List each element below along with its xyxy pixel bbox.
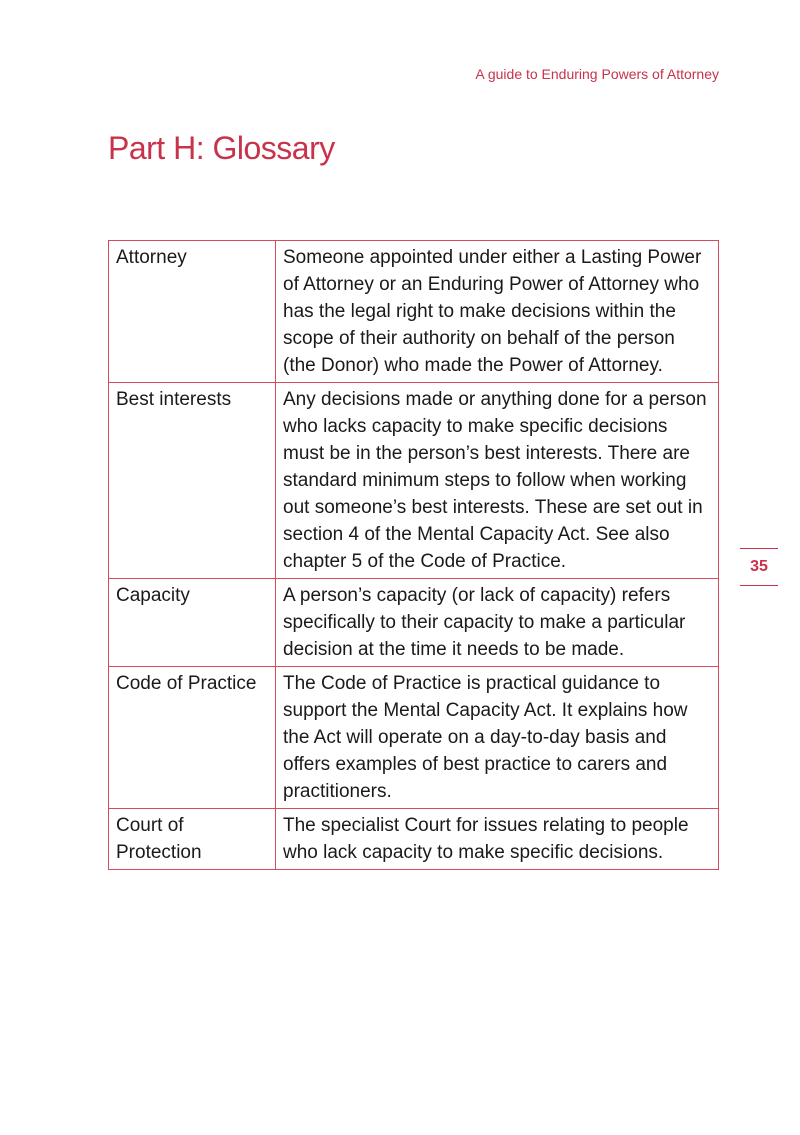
page-number: 35	[750, 558, 768, 575]
glossary-term: Capacity	[109, 579, 276, 667]
glossary-definition: Someone appointed under either a Lasting Power of Attorney or an Enduring Power of Attorney who has the legal right to make decisions within the scope of their authority on behalf of the person (the Donor) who made the Power of Attorney.	[276, 241, 719, 383]
glossary-row	[109, 809, 719, 870]
glossary-row	[109, 241, 719, 383]
page-number-block	[740, 548, 778, 586]
glossary-row	[109, 667, 719, 809]
glossary-definition: The Code of Practice is practical guidance to support the Mental Capacity Act. It explains how the Act will operate on a day-to-day basis and offers examples of best practice to carers and practitioners.	[276, 667, 719, 809]
glossary-term: Code of Practice	[109, 667, 276, 809]
glossary-table	[108, 240, 719, 870]
glossary-row	[109, 579, 719, 667]
page-title: Part H: Glossary	[108, 130, 335, 166]
glossary-term: Best interests	[109, 383, 276, 579]
glossary-definition: A person’s capacity (or lack of capacity) refers specifically to their capacity to make a particular decision at the time it needs to be made.	[276, 579, 719, 667]
glossary-term: Attorney	[109, 241, 276, 383]
running-header: A guide to Enduring Powers of Attorney	[475, 66, 719, 82]
glossary-row	[109, 383, 719, 579]
glossary-definition: The specialist Court for issues relating to people who lack capacity to make specific decisions.	[276, 809, 719, 870]
glossary-definition: Any decisions made or anything done for a person who lacks capacity to make specific decisions must be in the person’s best interests. There are standard minimum steps to follow when working out someone’s best interests. These are set out in section 4 of the Mental Capacity Act. See also chapter 5 of the Code of Practice.	[276, 383, 719, 579]
glossary-term: Court of Protection	[109, 809, 276, 870]
